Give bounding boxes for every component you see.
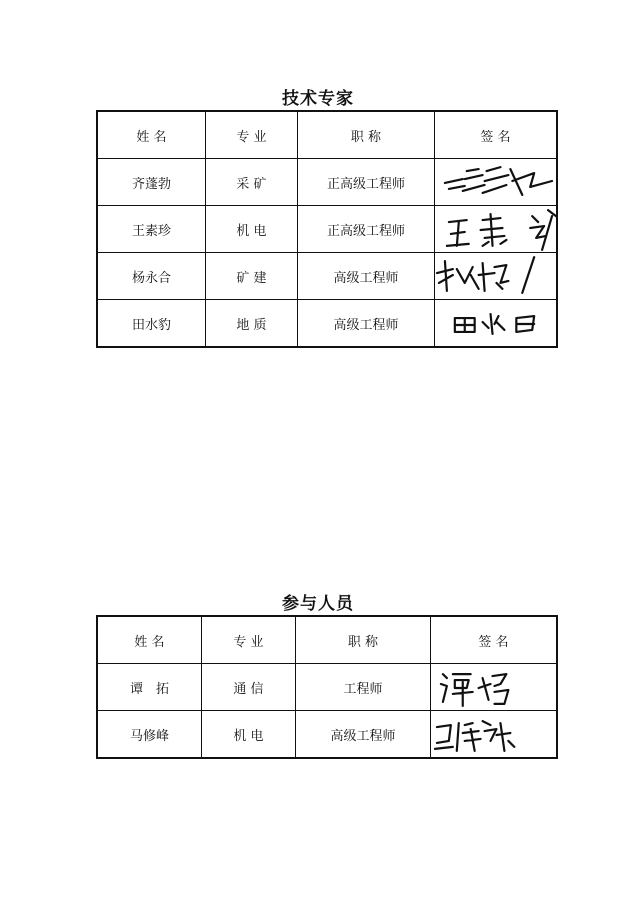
person-major: 采 矿	[206, 159, 298, 206]
participant-section-title: 参与人员	[282, 594, 354, 614]
expert-table	[97, 111, 557, 347]
participant-table	[97, 616, 557, 758]
person-name: 齐蓬勃	[98, 159, 206, 206]
person-title: 正高级工程师	[298, 206, 435, 253]
table-row	[98, 206, 557, 253]
handwritten-signature	[435, 206, 556, 252]
header-signature: 签 名	[435, 112, 557, 159]
person-name: 谭 拓	[98, 664, 202, 711]
header-signature: 签 名	[431, 617, 557, 664]
handwritten-signature	[435, 300, 556, 346]
person-name: 田水豹	[98, 300, 206, 347]
person-major: 通 信	[202, 664, 296, 711]
header-title: 职 称	[298, 112, 435, 159]
handwritten-signature	[435, 253, 556, 299]
person-title: 高级工程师	[296, 711, 431, 758]
table-row	[98, 711, 557, 758]
handwritten-signature	[435, 159, 556, 205]
person-major: 机 电	[206, 206, 298, 253]
handwritten-signature	[431, 711, 556, 757]
header-title: 职 称	[296, 617, 431, 664]
table-row	[98, 664, 557, 711]
header-major: 专 业	[206, 112, 298, 159]
table-row	[98, 159, 557, 206]
person-name: 王素珍	[98, 206, 206, 253]
person-title: 正高级工程师	[298, 159, 435, 206]
handwritten-signature	[431, 664, 556, 710]
signature-cell	[435, 206, 557, 253]
table-row	[98, 253, 557, 300]
person-major: 机 电	[202, 711, 296, 758]
signature-cell	[431, 711, 557, 758]
header-name: 姓 名	[98, 112, 206, 159]
person-title: 高级工程师	[298, 300, 435, 347]
signature-cell	[431, 664, 557, 711]
person-name: 杨永合	[98, 253, 206, 300]
person-major: 矿 建	[206, 253, 298, 300]
header-name: 姓 名	[98, 617, 202, 664]
person-title: 工程师	[296, 664, 431, 711]
signature-cell	[435, 253, 557, 300]
person-name: 马修峰	[98, 711, 202, 758]
table-header-row	[98, 112, 557, 159]
expert-section-title: 技术专家	[282, 89, 354, 109]
person-major: 地 质	[206, 300, 298, 347]
table-header-row	[98, 617, 557, 664]
signature-cell	[435, 159, 557, 206]
table-row	[98, 300, 557, 347]
person-title: 高级工程师	[298, 253, 435, 300]
header-major: 专 业	[202, 617, 296, 664]
signature-cell	[435, 300, 557, 347]
